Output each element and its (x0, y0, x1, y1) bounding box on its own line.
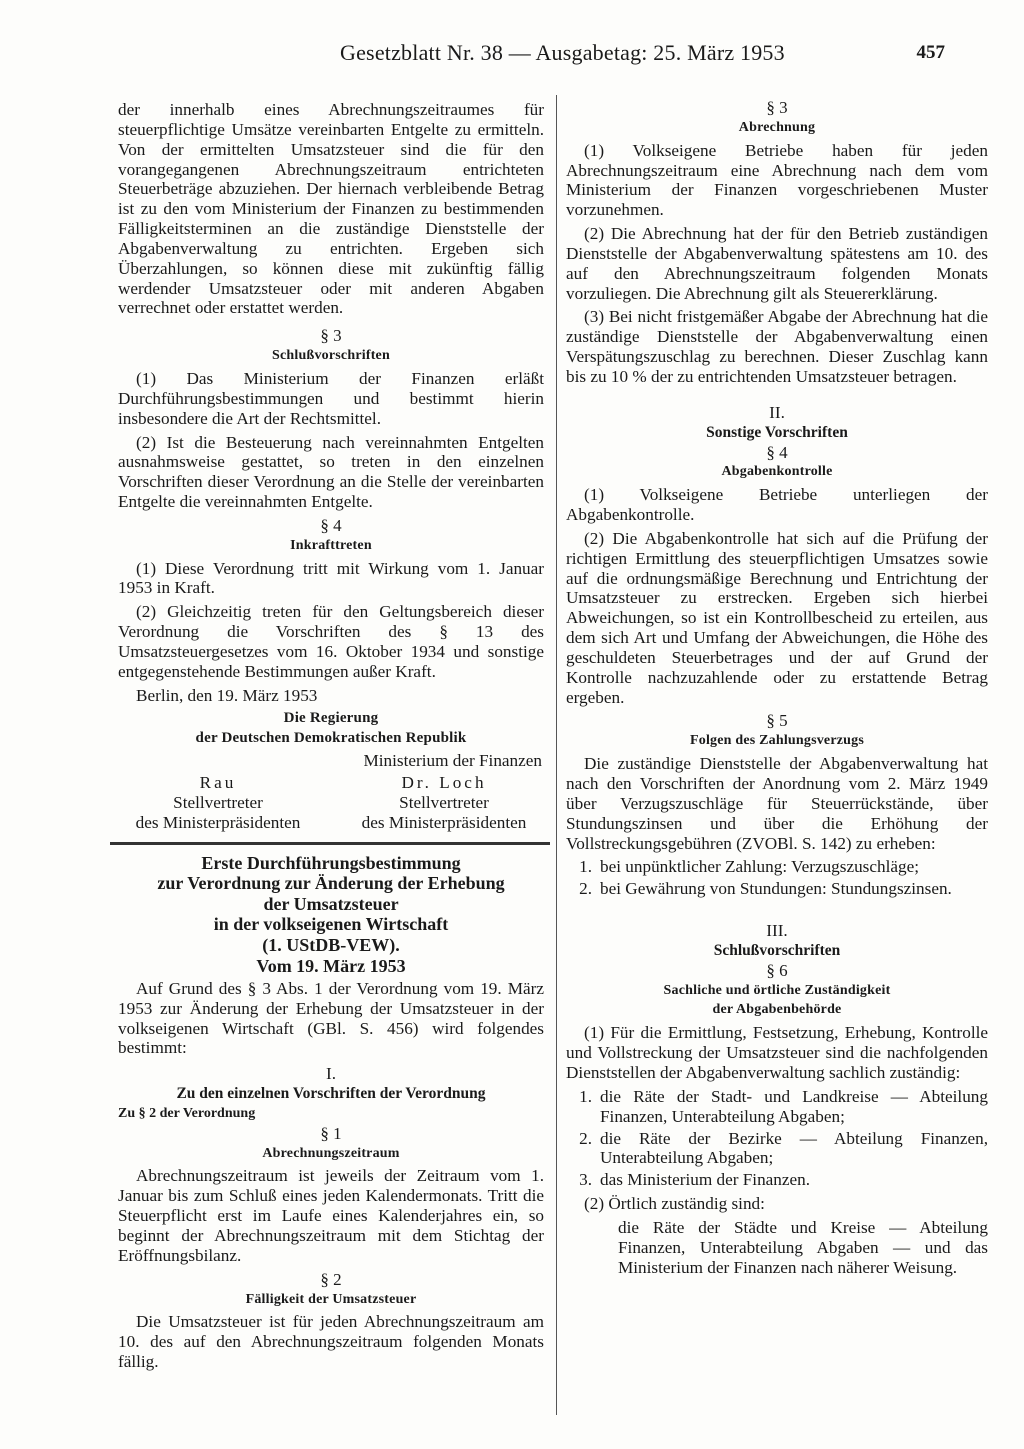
document-title: in der volkseigenen Wirtschaft (213, 914, 449, 935)
list-item (566, 879, 988, 899)
government-line: der Deutschen Demokratischen Republik (195, 730, 467, 747)
part-title: Schlußvorschriften (713, 941, 841, 959)
paragraph: Abrechnungszeitraum ist jeweils der Zeitraum vom 1. Januar bis zum Schluß eines jeden Kalendermonats. Tritt die Steuerpflicht erst im Laufe eines Kalenderjahres ein, so beginnt der Abrechnungszeitraum mit dem Stichtag der Eröffnungsbilanz. (118, 1166, 544, 1265)
part-number: I. (325, 1064, 337, 1084)
ministry-line: Ministerium der Finanzen (363, 751, 542, 771)
section-title: Inkrafttreten (290, 537, 372, 553)
document-date: Vom 19. März 1953 (256, 956, 406, 977)
section-title: Abrechnung (738, 119, 816, 135)
section-number: § 6 (766, 960, 788, 980)
list-number: 3. (579, 1170, 592, 1190)
paragraph: (2) Die Abrechnung hat der für den Betrieb zuständigen Dienststelle der Abgabenverwaltung spätestens am 10. des auf den Abrechnungszeitraum folgenden Monats vorzuliegen. Die Abrechnung gilt als Steuererklärung. (566, 224, 988, 303)
list-text: bei unpünktlicher Zahlung: Verzugszuschläge; (600, 857, 919, 877)
document-title: der Umsatzsteuer (263, 893, 399, 914)
document-title: (1. UStDB-VEW). (262, 934, 400, 955)
intro-paragraph: der innerhalb eines Abrechnungszeitraumes für steuerpflichtige Umsätze vereinbarten Entgelte zu ermitteln. Von der ermittelten Umsatzsteuer sind die für den vorangegangenen Abrechnungszeitraum entrichteten Steuerbeträge abzuziehen. Der hiernach verbleibende Betrag ist zu den vom Ministerium der Finanzen zu bestimmenden Fälligkeitsterminen an die zuständige Dienststelle der Abgabenverwaltung zu entrichten. Ergeben sich Überzahlungen, so können diese mit zukünftig fällig werdender Umsatzsteuer oder mit anderen Abgaben verrechnet oder erstattet werden. (118, 100, 544, 318)
section-title: Abrechnungszeitraum (262, 1145, 400, 1161)
signature-block (118, 773, 544, 833)
page-number: 457 (916, 42, 945, 63)
list-item (566, 857, 988, 877)
paragraph: die Räte der Städte und Kreise — Abteilung Finanzen, Unterabteilung Abgaben — und das Ministerium der Finanzen nach näherer Weisung. (618, 1217, 988, 1277)
reference-line: Zu § 2 der Verordnung (118, 1105, 256, 1121)
section-number: § 2 (320, 1269, 342, 1289)
part-title: Sonstige Vorschriften (706, 423, 848, 441)
paragraph: (1) Für die Ermittlung, Festsetzung, Erhebung, Kontrolle und Vollstreckung der Umsatzsteuer sind die nachfolgenden Dienststellen der Abgabenverwaltung sachlich zuständig: (566, 1023, 988, 1082)
signatory-right (344, 773, 544, 833)
preamble: Auf Grund des § 3 Abs. 1 der Verordnung vom 19. März 1953 zur Änderung der Erhebung der Umsatzsteuer in der volkseigenen Wirtschaft (GBl. S. 456) wird folgendes bestimmt: (118, 978, 544, 1058)
section-title: Folgen des Zahlungsverzugs (690, 733, 864, 749)
part-number: III. (766, 921, 788, 941)
signatory-name: Rau (199, 773, 237, 792)
signatory-role: Stellvertreter (173, 792, 263, 812)
place-date: Berlin, den 19. März 1953 (136, 685, 318, 705)
right-column (566, 100, 988, 1281)
government-line: Die Regierung (283, 710, 379, 727)
list-number: 1. (579, 1086, 592, 1106)
list-item (566, 1087, 988, 1127)
paragraph: (2) Örtlich zuständig sind: (584, 1194, 765, 1214)
paragraph: (2) Ist die Besteuerung nach vereinnahmten Entgelten ausnahmsweise gestattet, so treten in den einzelnen Vorschriften dieser Verordnung an die Stelle der vereinbarten Entgelte die vereinnahmten Entgelte. (118, 432, 544, 512)
section-title: Sachliche und örtliche Zuständigkeit (663, 982, 891, 998)
paragraph: (3) Bei nicht fristgemäßer Abgabe der Abrechnung hat die zuständige Dienststelle der Abgabenverwaltung einen Verspätungszuschlag zu berechnen. Dieser Zuschlag kann bis zu 10 % der zu entrichtenden Umsatzsteuer betragen. (566, 307, 988, 386)
section-title: der Abgabenbehörde (712, 1002, 842, 1018)
paragraph: (1) Volkseigene Betriebe unterliegen der Abgabenkontrolle. (566, 485, 988, 525)
part-title: Zu den einzelnen Vorschriften der Verordnung (176, 1085, 486, 1103)
section-number: § 3 (766, 98, 788, 117)
paragraph: Die zuständige Dienststelle der Abgabenverwaltung hat nach den Vorschriften der Anordnung vom 2. März 1949 über Verzugszuschläge für Steuerrückstände, über Stundungszinsen und über die Erhöhung der Vollstreckungsgebühren (ZVOBl. S. 142) zu erheben: (566, 754, 988, 853)
list-text: die Räte der Bezirke — Abteilung Finanzen, Unterabteilung Abgaben; (600, 1128, 988, 1168)
section-number: § 4 (320, 515, 342, 535)
paragraph: (2) Gleichzeitig treten für den Geltungsbereich dieser Verordnung die Vorschriften des § 13 des Umsatzsteuergesetzes vom 16. Oktober 1934 und sonstige entgegenstehende Bestimmungen außer Kraft. (118, 602, 544, 681)
column-divider (556, 95, 557, 1415)
page-header (120, 40, 945, 74)
list-item (566, 1170, 988, 1190)
paragraph: (1) Volkseigene Betriebe haben für jeden Abrechnungszeitraum eine Abrechnung nach dem vom Ministerium der Finanzen vorgeschriebenen Muster vorzunehmen. (566, 140, 988, 220)
signatory-role: des Ministerpräsidenten (135, 812, 301, 832)
signatory-name: Dr. Loch (401, 773, 487, 792)
section-number: § 3 (320, 326, 342, 346)
signatory-role: Stellvertreter (399, 792, 489, 812)
document-title: Erste Durchführungsbestimmung (201, 852, 461, 873)
part-number: II. (769, 402, 785, 422)
list-number: 2. (579, 879, 592, 899)
section-number: § 5 (766, 711, 788, 731)
list-number: 2. (579, 1128, 592, 1148)
document-title: zur Verordnung zur Änderung der Erhebung (157, 873, 505, 894)
list-text: das Ministerium der Finanzen. (600, 1170, 811, 1190)
section-number: § 4 (766, 442, 788, 462)
left-column (118, 100, 544, 1376)
section-title: Abgabenkontrolle (721, 464, 833, 480)
list-item (566, 1129, 988, 1169)
paragraph: (2) Die Abgabenkontrolle hat sich auf die Prüfung der richtigen Ermittlung des steuerpflichtigen Umsatzes sowie auf die ordnungsmäßige Berechnung und Entrichtung der Umsatzsteuer zu erstrecken. Ergeben sich hierbei Abweichungen, so ist ein Kontrollbescheid zu erteilen, aus dem sich Art und Umfang der Abweichungen, die Höhe des geschuldeten Steuerbetrages und der auf Grund der Kontrolle nachzuzahlende oder zu erstattende Betrag ergeben. (566, 528, 988, 707)
list-text: die Räte der Stadt- und Landkreise — Abteilung Finanzen, Unterabteilung Abgaben; (600, 1086, 988, 1126)
signatory-left (118, 773, 318, 833)
signatory-role: des Ministerpräsidenten (361, 812, 527, 832)
gazette-title: Gesetzblatt Nr. 38 — Ausgabetag: 25. März 1953 (340, 40, 785, 65)
list-number: 1. (579, 857, 592, 877)
section-title: Schlußvorschriften (272, 348, 390, 364)
paragraph: (1) Diese Verordnung tritt mit Wirkung vom 1. Januar 1953 in Kraft. (118, 558, 544, 598)
paragraph: (1) Das Ministerium der Finanzen erläßt Durchführungsbestimmungen und bestimmt hierin insbesondere die Art der Rechtsmittel. (118, 368, 544, 428)
separator-rule (110, 842, 550, 845)
paragraph: Die Umsatzsteuer ist für jeden Abrechnungszeitraum am 10. des auf den Abrechnungszeitraum folgenden Monats fällig. (118, 1312, 544, 1372)
list-text: bei Gewährung von Stundungen: Stundungszinsen. (600, 879, 952, 899)
section-number: § 1 (320, 1123, 342, 1143)
section-title: Fälligkeit der Umsatzsteuer (245, 1291, 417, 1307)
